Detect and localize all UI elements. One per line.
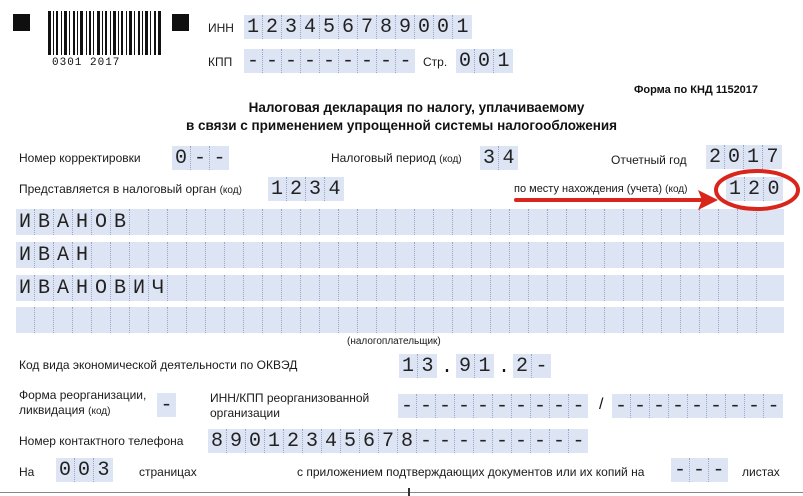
char-cell: 3: [421, 354, 434, 378]
char-cell: -: [531, 394, 550, 418]
char-cell: 1: [244, 15, 263, 39]
char-cell: 0: [246, 429, 265, 453]
char-cell: О: [92, 275, 111, 301]
char-cell: -: [572, 429, 585, 453]
char-cell: И: [16, 242, 35, 268]
char-cell: -: [417, 394, 436, 418]
char-cell: -: [263, 49, 282, 73]
char-cell: 7: [766, 145, 779, 169]
location-label: по месту нахождения (учета) (код): [514, 183, 688, 195]
char-cell: -: [650, 394, 669, 418]
char-cell: И: [16, 275, 35, 301]
char-cell: 3: [97, 458, 110, 482]
char-cell: В: [35, 242, 54, 268]
char-cell: В: [35, 209, 54, 235]
char-cell: -: [707, 394, 726, 418]
char-cell: 1: [478, 354, 491, 378]
char-cell: -: [669, 394, 688, 418]
char-cell: 4: [322, 429, 341, 453]
char-cell: -: [726, 394, 745, 418]
char-cell: 3: [480, 146, 499, 170]
char-cell: И: [16, 209, 35, 235]
char-cell: -: [512, 429, 531, 453]
char-cell: А: [54, 209, 73, 235]
char-cell: В: [111, 275, 130, 301]
char-cell: -: [191, 146, 210, 170]
char-cell: -: [213, 146, 226, 170]
char-cell: 3: [282, 15, 301, 39]
char-cell: В: [111, 209, 130, 235]
char-cell: 0: [434, 15, 453, 39]
char-cell: -: [301, 49, 320, 73]
char-cell: -: [244, 49, 263, 73]
char-cell: -: [531, 429, 550, 453]
title-line2: в связи с применением упрощенной системы налогообложения: [185, 118, 618, 133]
reorg-form-label: Форма реорганизации, ликвидация (код): [19, 388, 147, 417]
tax-authority-label: Представляется в налоговый орган (код): [19, 182, 242, 196]
char-cell: 2: [745, 177, 764, 201]
char-cell: 1: [265, 429, 284, 453]
char-cell: -: [767, 394, 780, 418]
char-cell: -: [535, 354, 548, 378]
char-cell: 1: [268, 177, 287, 201]
char-cell: 3: [303, 429, 322, 453]
attachments-suffix: листах: [742, 465, 780, 479]
char-cell: -: [493, 429, 512, 453]
char-cell: 0: [725, 145, 744, 169]
form-code: Форма по КНД 1152017: [634, 84, 759, 96]
char-cell: О: [92, 209, 111, 235]
attachments-label: с приложением подтверждающих документов или их копий на: [297, 465, 645, 479]
char-cell: Ч: [149, 275, 168, 301]
char-cell: 2: [287, 177, 306, 201]
char-cell: 0: [767, 177, 780, 201]
char-cell: -: [671, 458, 690, 482]
pages-suffix: страницах: [139, 465, 197, 479]
char-cell: 0: [172, 146, 191, 170]
char-cell: -: [160, 393, 173, 417]
char-cell: 2: [263, 15, 282, 39]
char-cell: 6: [339, 15, 358, 39]
char-cell: -: [436, 429, 455, 453]
char-cell: -: [398, 394, 417, 418]
char-cell: 7: [379, 429, 398, 453]
char-cell: -: [712, 458, 725, 482]
char-cell: 0: [75, 458, 94, 482]
char-cell: -: [493, 394, 512, 418]
char-cell: 8: [208, 429, 227, 453]
char-cell: 1: [399, 354, 418, 378]
char-cell: 4: [301, 15, 320, 39]
char-cell: И: [130, 275, 149, 301]
char-cell: 0: [456, 49, 475, 73]
char-cell: -: [550, 429, 569, 453]
highlight-circle: [716, 171, 798, 209]
char-cell: -: [455, 394, 474, 418]
char-cell: -: [572, 394, 585, 418]
inn-label: ИНН: [208, 21, 234, 35]
char-cell: Н: [73, 275, 92, 301]
char-cell: 9: [456, 354, 475, 378]
char-cell: 2: [513, 354, 532, 378]
pages-prefix: На: [19, 465, 35, 479]
char-cell: -: [631, 394, 650, 418]
taxpayer-caption: (налогоплательщик): [347, 336, 441, 347]
char-cell: 5: [341, 429, 360, 453]
char-cell: 5: [320, 15, 339, 39]
char-cell: 0: [415, 15, 434, 39]
char-cell: -: [690, 458, 709, 482]
char-cell: 6: [360, 429, 379, 453]
char-cell: -: [474, 429, 493, 453]
char-cell: Н: [73, 242, 92, 268]
report-year-label: Отчетный год: [611, 153, 687, 167]
char-cell: -: [282, 49, 301, 73]
barcode-number: 0301 2017: [52, 57, 121, 69]
char-cell: 0: [56, 458, 75, 482]
char-cell: 8: [398, 429, 417, 453]
char-cell: 9: [227, 429, 246, 453]
char-cell: -: [512, 394, 531, 418]
char-cell: 8: [377, 15, 396, 39]
char-cell: 3: [306, 177, 325, 201]
page-label: Стр.: [423, 55, 448, 69]
char-cell: -: [436, 394, 455, 418]
char-cell: 1: [497, 49, 510, 73]
char-cell: 1: [456, 15, 469, 39]
char-cell: 1: [726, 177, 745, 201]
okved-separator-2: .: [498, 356, 511, 379]
char-cell: 4: [328, 177, 341, 201]
phone-label: Номер контактного телефона: [19, 434, 184, 448]
char-cell: -: [550, 394, 569, 418]
kpp-label: КПП: [208, 55, 233, 69]
char-cell: -: [455, 429, 474, 453]
char-cell: -: [339, 49, 358, 73]
char-cell: -: [320, 49, 339, 73]
char-cell: 9: [396, 15, 415, 39]
reorg-slash: /: [599, 396, 604, 413]
char-cell: -: [688, 394, 707, 418]
char-cell: -: [377, 49, 396, 73]
char-cell: А: [54, 242, 73, 268]
okved-separator-1: .: [441, 356, 454, 379]
char-cell: 7: [358, 15, 377, 39]
char-cell: 2: [706, 145, 725, 169]
char-cell: -: [399, 49, 412, 73]
char-cell: В: [35, 275, 54, 301]
char-cell: -: [417, 429, 436, 453]
char-cell: -: [612, 394, 631, 418]
char-cell: 0: [475, 49, 494, 73]
char-cell: -: [745, 394, 764, 418]
char-cell: А: [54, 275, 73, 301]
tax-period-label: Налоговый период (код): [331, 151, 462, 165]
char-cell: Н: [73, 209, 92, 235]
char-cell: -: [358, 49, 377, 73]
okved-label: Код вида экономической деятельности по ОКВЭД: [19, 358, 298, 372]
correction-label: Номер корректировки: [19, 151, 141, 165]
char-cell: 1: [744, 145, 763, 169]
title-line1: Налоговая декларация по налогу, уплачиваемому: [248, 100, 585, 115]
char-cell: -: [474, 394, 493, 418]
char-cell: 4: [502, 146, 515, 170]
reorg-inn-label: ИНН/КПП реорганизованной организации: [210, 391, 370, 420]
char-cell: 2: [284, 429, 303, 453]
